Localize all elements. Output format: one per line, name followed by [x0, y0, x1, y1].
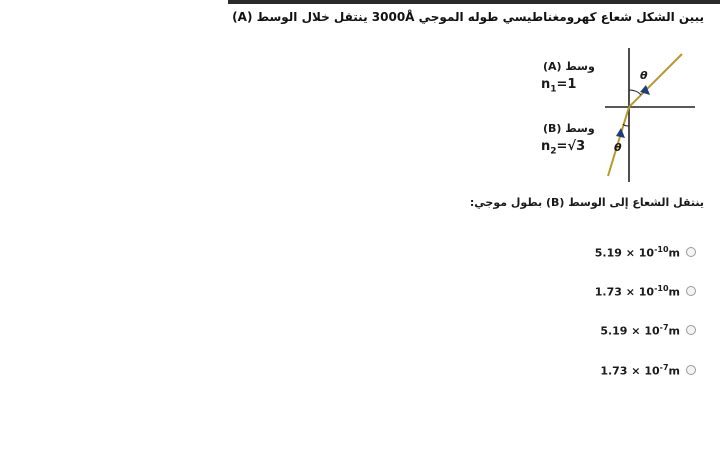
n2-value: =√3 — [556, 139, 586, 154]
n1-value: =1 — [556, 77, 577, 92]
option-2-label: $1.73 \times 10^{-10}m$ — [594, 283, 680, 299]
medium-b-index — [541, 139, 585, 157]
option-1[interactable] — [595, 244, 696, 260]
theta-refracted: θ — [614, 141, 622, 154]
top-stripe — [228, 0, 720, 4]
option-1-radio[interactable] — [686, 247, 696, 257]
option-1-label: $5.19 \times 10^{-10}m$ — [594, 244, 680, 260]
refraction-figure — [525, 40, 695, 190]
option-2-radio[interactable] — [686, 286, 696, 296]
n1-subscript: 1 — [550, 84, 557, 95]
option-3-radio[interactable] — [686, 325, 696, 335]
medium-a-label: وسط (A) — [543, 60, 595, 73]
incident-ray — [629, 54, 682, 107]
option-3-label: $5.19 \times 10^{-7}m$ — [600, 322, 680, 338]
n1-symbol: n — [541, 77, 551, 92]
medium-a-index — [541, 77, 576, 95]
subquestion-text: ينتقل الشعاع إلى الوسط (B) بطول موجي: — [469, 196, 704, 209]
option-2[interactable] — [595, 283, 696, 299]
question-text: يبين الشكل شعاع كهرومغناطيسي طوله الموجي 3000Å ينتقل خلال الوسط (A) — [232, 10, 704, 24]
top-border — [0, 0, 720, 6]
refracted-arrowhead — [616, 128, 625, 138]
n2-symbol: n — [541, 139, 551, 154]
option-3[interactable] — [600, 322, 696, 338]
theta-incident: θ — [640, 69, 648, 82]
option-4-radio[interactable] — [686, 365, 696, 375]
option-4-label: $1.73 \times 10^{-7}m$ — [600, 362, 680, 378]
incident-angle-arc — [629, 90, 641, 95]
option-4[interactable] — [600, 362, 696, 378]
n2-subscript: 2 — [550, 146, 557, 157]
medium-b-label: وسط (B) — [543, 122, 595, 135]
